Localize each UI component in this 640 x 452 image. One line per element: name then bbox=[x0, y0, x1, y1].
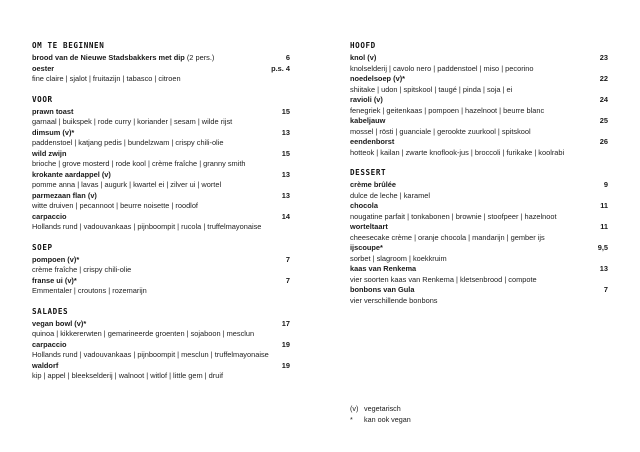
dish-description: kip | appel | bleekselderij | walnoot | witlof | little gem | druif bbox=[32, 371, 224, 380]
menu-item bbox=[32, 276, 290, 297]
section-title: SALADES bbox=[32, 306, 69, 316]
dish-name bbox=[350, 222, 388, 233]
dish-price: 7 bbox=[285, 254, 290, 264]
section-title: VOOR bbox=[32, 94, 53, 104]
dish-name-text: brood van de Nieuwe Stadsbakkers met dip bbox=[32, 53, 185, 62]
dish-name bbox=[32, 191, 97, 202]
dish-name bbox=[350, 116, 385, 127]
dish-name bbox=[32, 255, 79, 266]
dish-name-text: pompoen (v)* bbox=[32, 254, 80, 264]
menu-section bbox=[32, 94, 290, 233]
dish-name bbox=[350, 95, 383, 106]
dish-price: 7 bbox=[603, 285, 608, 294]
dish-description: paddenstoel | katjang pedis | bundelzwam | crispy chili-olie bbox=[32, 138, 224, 147]
menu-item-header bbox=[32, 149, 290, 160]
dish-price: 24 bbox=[599, 95, 608, 104]
dish-name-text: chocola bbox=[350, 201, 378, 210]
dish-description: garnaal | buikspek | rode curry | koriander | sesam | wilde rijst bbox=[32, 117, 233, 126]
dish-name bbox=[350, 264, 416, 275]
menu-item-header bbox=[32, 53, 290, 64]
menu-item-header bbox=[350, 74, 608, 85]
dish-price: 14 bbox=[281, 211, 290, 221]
section-title: HOOFD bbox=[350, 41, 376, 50]
dish-name-text: oester bbox=[32, 63, 55, 73]
dish-price: 23 bbox=[599, 53, 608, 62]
dish-price: p.s. 4 bbox=[271, 63, 290, 73]
dish-description: crème fraîche | crispy chili-olie bbox=[32, 265, 132, 274]
menu-item-header bbox=[32, 319, 290, 330]
menu-item-header bbox=[350, 53, 608, 64]
dish-description: cheesecake crème | oranje chocola | mandarijn | gember ijs bbox=[350, 232, 545, 242]
dish-price: 11 bbox=[600, 201, 608, 210]
dish-description: Emmentaler | croutons | rozemarijn bbox=[32, 286, 147, 295]
menu-item bbox=[32, 340, 290, 361]
dish-name bbox=[32, 212, 67, 223]
dish-name-text: crème brûlée bbox=[350, 180, 397, 189]
menu-section bbox=[32, 40, 290, 85]
menu-item-header bbox=[350, 264, 608, 275]
dish-price: 15 bbox=[281, 148, 290, 158]
menu-item-header bbox=[32, 255, 290, 266]
legend-symbol: (v) bbox=[350, 404, 359, 413]
dish-name bbox=[32, 340, 67, 351]
dish-description: Hollands rund | vadouvankaas | pijnboompit | rucola | truffelmayonaise bbox=[32, 222, 262, 231]
dish-price: 13 bbox=[281, 169, 290, 179]
dish-name bbox=[350, 243, 383, 254]
menu-item-header bbox=[32, 340, 290, 351]
dish-name bbox=[350, 285, 414, 296]
menu-item bbox=[350, 53, 608, 74]
dish-name-text: worteltaart bbox=[350, 222, 388, 231]
dish-price: 25 bbox=[599, 116, 608, 125]
dish-description: shiitake | udon | spitskool | taugé | pinda | soja | ei bbox=[350, 84, 513, 94]
dish-description: quinoa | kikkererwten | gemarineerde groenten | sojaboon | mesclun bbox=[32, 329, 255, 338]
dish-name-text: prawn toast bbox=[32, 106, 74, 116]
menu-item-header bbox=[32, 191, 290, 202]
legend bbox=[350, 404, 411, 425]
dish-name-text: noedelsoep (v)* bbox=[350, 74, 406, 83]
menu-item bbox=[350, 243, 608, 264]
dish-price: 13 bbox=[599, 264, 608, 273]
dish-price: 19 bbox=[281, 360, 290, 370]
menu-item-header bbox=[350, 180, 608, 191]
dish-description: fine claire | sjalot | fruitazijn | tabasco | citroen bbox=[32, 74, 181, 83]
menu-section bbox=[350, 167, 608, 306]
menu-item bbox=[350, 285, 608, 306]
dish-description: vier soorten kaas van Renkema | kletsenbrood | compote bbox=[350, 274, 537, 284]
dish-price: 11 bbox=[600, 222, 608, 231]
menu-item-header bbox=[32, 64, 290, 75]
menu-item bbox=[32, 361, 290, 382]
menu-item-header bbox=[350, 137, 608, 148]
menu-item bbox=[32, 212, 290, 233]
legend-row-vegetarian bbox=[350, 404, 411, 415]
dish-name-text: kabeljauw bbox=[350, 116, 386, 125]
menu-item bbox=[32, 255, 290, 276]
dish-name-text: franse ui (v)* bbox=[32, 275, 77, 285]
dish-name bbox=[350, 53, 376, 64]
dish-name bbox=[350, 74, 405, 85]
dish-description: fenegriek | geitenkaas | pompoen | hazelnoot | beurre blanc bbox=[350, 105, 545, 115]
menu-item bbox=[350, 116, 608, 137]
dish-price: 13 bbox=[281, 190, 290, 200]
dish-description: vier verschillende bonbons bbox=[350, 295, 438, 305]
menu-item-header bbox=[32, 276, 290, 287]
dish-price: 13 bbox=[281, 127, 290, 137]
legend-row-vegan bbox=[350, 415, 411, 426]
dish-price: 26 bbox=[599, 137, 608, 146]
menu-item-header bbox=[32, 361, 290, 372]
dish-name bbox=[32, 319, 86, 330]
section-title: SOEP bbox=[32, 242, 53, 252]
dish-portion-note: (2 pers.) bbox=[184, 53, 215, 62]
dish-description: witte druiven | pecannoot | beurre noisette | roodlof bbox=[32, 201, 198, 210]
dish-price: 22 bbox=[599, 74, 608, 83]
dish-description: mossel | rösti | guanciale | gerookte zuurkool | spitskool bbox=[350, 126, 531, 136]
dish-description: nougatine parfait | tonkabonen | brownie | stoofpeer | hazelnoot bbox=[350, 211, 557, 221]
menu-item-header bbox=[32, 107, 290, 118]
menu-item-header bbox=[32, 170, 290, 181]
dish-description: sorbet | slagroom | koekkruim bbox=[350, 253, 447, 263]
dish-description: brioche | grove mosterd | rode kool | crème fraîche | granny smith bbox=[32, 159, 246, 168]
dish-name bbox=[32, 276, 77, 287]
dish-description: Hollands rund | vadouvankaas | pijnboompit | mesclun | truffelmayonaise bbox=[32, 350, 269, 359]
menu-item-header bbox=[350, 243, 608, 254]
menu-item-header bbox=[350, 222, 608, 233]
dish-name bbox=[32, 170, 111, 181]
dish-name bbox=[32, 53, 214, 64]
menu-column-left bbox=[32, 40, 290, 391]
dish-name bbox=[350, 201, 378, 212]
menu-item-header bbox=[350, 285, 608, 296]
menu-item bbox=[32, 170, 290, 191]
menu-item-header bbox=[350, 201, 608, 212]
dish-name-text: bonbons van Gula bbox=[350, 285, 415, 294]
dish-description: pomme anna | lavas | augurk | kwartel ei | zilver ui | wortel bbox=[32, 180, 222, 189]
dish-name bbox=[32, 128, 74, 139]
menu-item-header bbox=[350, 116, 608, 127]
legend-text: kan ook vegan bbox=[364, 414, 411, 424]
menu-item-header bbox=[350, 95, 608, 106]
dish-price: 7 bbox=[285, 275, 290, 285]
menu-item bbox=[32, 149, 290, 170]
dish-description: hotteok | kailan | zwarte knoflook-jus | broccoli | furikake | koolrabi bbox=[350, 147, 565, 157]
dish-name-text: kaas van Renkema bbox=[350, 264, 417, 273]
dish-description: knolselderij | cavolo nero | paddenstoel | miso | pecorino bbox=[350, 63, 534, 73]
menu-item bbox=[32, 64, 290, 85]
dish-name-text: ijscoupe* bbox=[350, 243, 383, 252]
dish-name-text: krokante aardappel (v) bbox=[32, 169, 111, 179]
dish-name-text: carpaccio bbox=[32, 211, 67, 221]
menu-item-header bbox=[32, 212, 290, 223]
menu-item bbox=[350, 201, 608, 222]
dish-price: 9 bbox=[603, 180, 608, 189]
dish-name-text: eendenborst bbox=[350, 137, 395, 146]
dish-price: 9,5 bbox=[597, 243, 608, 252]
menu-item bbox=[350, 95, 608, 116]
section-title: OM TE BEGINNEN bbox=[32, 41, 105, 50]
dish-price: 15 bbox=[281, 106, 290, 116]
menu-section bbox=[350, 40, 608, 158]
legend-text: vegetarisch bbox=[364, 404, 401, 413]
dish-name bbox=[32, 107, 73, 118]
dish-name bbox=[350, 137, 394, 148]
dish-name bbox=[32, 64, 54, 75]
dish-name-text: parmezaan flan (v) bbox=[32, 190, 97, 200]
dish-name-text: wild zwijn bbox=[32, 148, 67, 158]
dish-name-text: knol (v) bbox=[350, 53, 377, 62]
menu-item bbox=[350, 264, 608, 285]
section-title: DESSERT bbox=[350, 168, 387, 177]
dish-price: 17 bbox=[281, 318, 290, 328]
dish-name-text: waldorf bbox=[32, 360, 59, 370]
menu-item bbox=[350, 74, 608, 95]
dish-name bbox=[32, 361, 58, 372]
menu-item bbox=[32, 191, 290, 212]
dish-name-text: ravioli (v) bbox=[350, 95, 383, 104]
dish-name-text: carpaccio bbox=[32, 339, 67, 349]
menu-section bbox=[32, 242, 290, 297]
menu-item bbox=[32, 53, 290, 64]
dish-name bbox=[350, 180, 396, 191]
menu-item bbox=[350, 180, 608, 201]
legend-symbol: * bbox=[350, 414, 353, 424]
menu-item bbox=[32, 128, 290, 149]
dish-name-text: dimsum (v)* bbox=[32, 127, 75, 137]
menu-item bbox=[32, 319, 290, 340]
menu-item bbox=[32, 107, 290, 128]
dish-price: 19 bbox=[281, 339, 290, 349]
menu-item bbox=[350, 222, 608, 243]
menu-item bbox=[350, 137, 608, 158]
menu-section bbox=[32, 306, 290, 382]
dish-name-text: vegan bowl (v)* bbox=[32, 318, 87, 328]
dish-description: dulce de leche | karamel bbox=[350, 190, 430, 200]
dish-price: 6 bbox=[285, 53, 290, 62]
menu-column-right bbox=[350, 40, 608, 315]
menu-item-header bbox=[32, 128, 290, 139]
dish-name bbox=[32, 149, 67, 160]
